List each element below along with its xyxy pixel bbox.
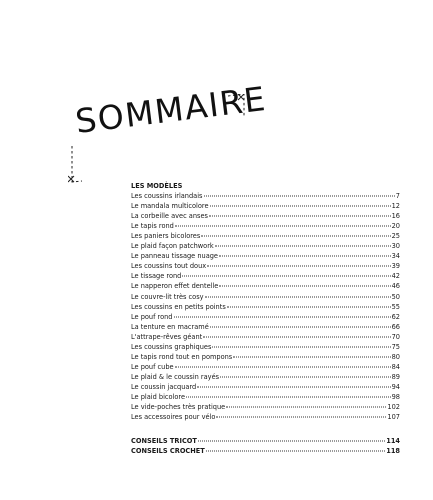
toc-leader-dots	[215, 246, 391, 247]
toc-leader-dots	[186, 396, 391, 397]
toc-entry-label: Les paniers bicolores	[131, 232, 201, 241]
toc-entry-page: 98	[391, 392, 400, 401]
toc-leader-dots	[175, 226, 391, 227]
toc-entry-label: Le tissage rond	[131, 272, 182, 281]
toc-leader-dots	[204, 196, 395, 197]
toc-leader-dots	[216, 417, 386, 418]
toc-entry-label: Les accessoires pour vélo	[131, 413, 216, 422]
toc-entry[interactable]	[131, 221, 400, 231]
toc-entry-label: CONSEILS TRICOT	[131, 437, 197, 446]
toc-entry[interactable]	[131, 302, 400, 312]
toc-entry-label: Le pouf rond	[131, 312, 173, 321]
toc-entry[interactable]	[131, 191, 400, 201]
toc-entry-page: 55	[391, 302, 400, 311]
toc-leader-dots	[233, 356, 390, 357]
toc-entry-label: CONSEILS CROCHET	[131, 447, 205, 456]
toc-leader-dots	[201, 236, 390, 237]
page-title: SOMMAIRE	[73, 78, 269, 141]
toc-leader-dots	[197, 386, 390, 387]
toc-leader-dots	[205, 296, 391, 297]
toc-entry-page: 20	[391, 222, 400, 231]
toc-leader-dots	[175, 366, 391, 367]
toc-leader-dots	[182, 276, 390, 277]
toc-entry[interactable]	[131, 201, 400, 211]
toc-leader-dots	[174, 316, 391, 317]
toc-entry-label: L'attrape-rêves géant	[131, 332, 203, 341]
toc-entry-label: Le plaid & le coussin rayés	[131, 372, 220, 381]
toc-leader-dots	[206, 451, 385, 452]
toc-leader-dots	[210, 206, 391, 207]
toc-entry[interactable]	[131, 362, 400, 372]
title-block	[68, 78, 269, 172]
toc-entry-label: La corbeille avec anses	[131, 212, 208, 221]
toc-entry[interactable]	[131, 241, 400, 251]
toc-entry-label: Le tapis rond tout en pompons	[131, 352, 233, 361]
toc-leader-dots	[203, 336, 390, 337]
toc-entry[interactable]	[131, 342, 400, 352]
toc-leader-dots	[207, 266, 390, 267]
toc-entry-label: Le plaid bicolore	[131, 392, 186, 401]
toc-entry[interactable]	[131, 352, 400, 362]
toc-entry-page: 62	[391, 312, 400, 321]
conseils-list	[131, 436, 400, 456]
toc-entry-label: Le plaid façon patchwork	[131, 242, 214, 251]
toc-entry-page: 80	[391, 352, 400, 361]
toc-entry[interactable]	[131, 322, 400, 332]
toc-entry[interactable]	[131, 382, 400, 392]
toc-entry-label: Le vide-poches très pratique	[131, 403, 226, 412]
toc-leader-dots	[212, 346, 390, 347]
toc-entry-label: Les coussins irlandais	[131, 192, 203, 201]
toc-entry-page: 94	[391, 382, 400, 391]
toc-entry[interactable]	[131, 231, 400, 241]
toc-entry-page: 50	[391, 292, 400, 301]
toc-entry-label: Le tapis rond	[131, 222, 174, 231]
toc-entry-page: 46	[391, 282, 400, 291]
section-heading-modeles: LES MODÈLES	[131, 182, 183, 190]
toc-entry-page: 12	[391, 202, 400, 211]
toc-entry-label: Les coussins tout doux	[131, 262, 207, 271]
toc-entry[interactable]	[131, 281, 400, 291]
toc-entry[interactable]	[131, 271, 400, 281]
toc-entry-page: 102	[387, 403, 400, 412]
toc-entry[interactable]	[131, 292, 400, 302]
toc-entry[interactable]	[131, 261, 400, 271]
table-of-contents	[131, 181, 400, 456]
toc-entry[interactable]	[131, 332, 400, 342]
toc-entry-page: 114	[386, 437, 400, 446]
toc-leader-dots	[226, 407, 386, 408]
toc-leader-dots	[209, 216, 391, 217]
toc-entry-page: 30	[391, 242, 400, 251]
toc-entry-page: 89	[391, 372, 400, 381]
toc-entry[interactable]	[131, 436, 400, 446]
toc-entry-page: 7	[395, 192, 400, 201]
toc-entry-label: Le mandala multicolore	[131, 202, 209, 211]
toc-entry-page: 66	[391, 322, 400, 331]
toc-entry-page: 16	[391, 212, 400, 221]
toc-leader-dots	[220, 376, 391, 377]
toc-entry-label: Le couvre-lit très cosy	[131, 292, 204, 301]
toc-entry-label: Le pouf cube	[131, 362, 174, 371]
toc-entry[interactable]	[131, 412, 400, 422]
toc-leader-dots	[198, 441, 385, 442]
toc-entry-label: Le coussin jacquard	[131, 382, 197, 391]
toc-entry-page: 42	[391, 272, 400, 281]
toc-entry-page: 84	[391, 362, 400, 371]
toc-entry[interactable]	[131, 446, 400, 456]
toc-leader-dots	[219, 286, 390, 287]
modeles-list	[131, 191, 400, 422]
toc-entry[interactable]	[131, 402, 400, 412]
toc-leader-dots	[227, 306, 391, 307]
toc-entry-label: La tenture en macramé	[131, 322, 209, 331]
toc-entry-page: 70	[391, 332, 400, 341]
toc-entry-label: Le napperon effet dentelle	[131, 282, 219, 291]
toc-entry-label: Les coussins en petits points	[131, 302, 226, 311]
toc-leader-dots	[219, 256, 391, 257]
toc-entry-page: 118	[386, 447, 400, 456]
toc-entry-page: 75	[391, 342, 400, 351]
toc-leader-dots	[210, 326, 391, 327]
toc-entry[interactable]	[131, 211, 400, 221]
toc-entry-page: 34	[391, 252, 400, 261]
toc-entry[interactable]	[131, 392, 400, 402]
toc-entry[interactable]	[131, 372, 400, 382]
toc-entry-label: Le panneau tissage nuage	[131, 252, 218, 261]
toc-entry[interactable]	[131, 251, 400, 261]
toc-entry-page: 25	[391, 232, 400, 241]
toc-entry-page: 107	[387, 413, 400, 422]
toc-entry-label: Les coussins graphiques	[131, 342, 212, 351]
toc-entry-page: 39	[391, 262, 400, 271]
toc-entry[interactable]	[131, 312, 400, 322]
